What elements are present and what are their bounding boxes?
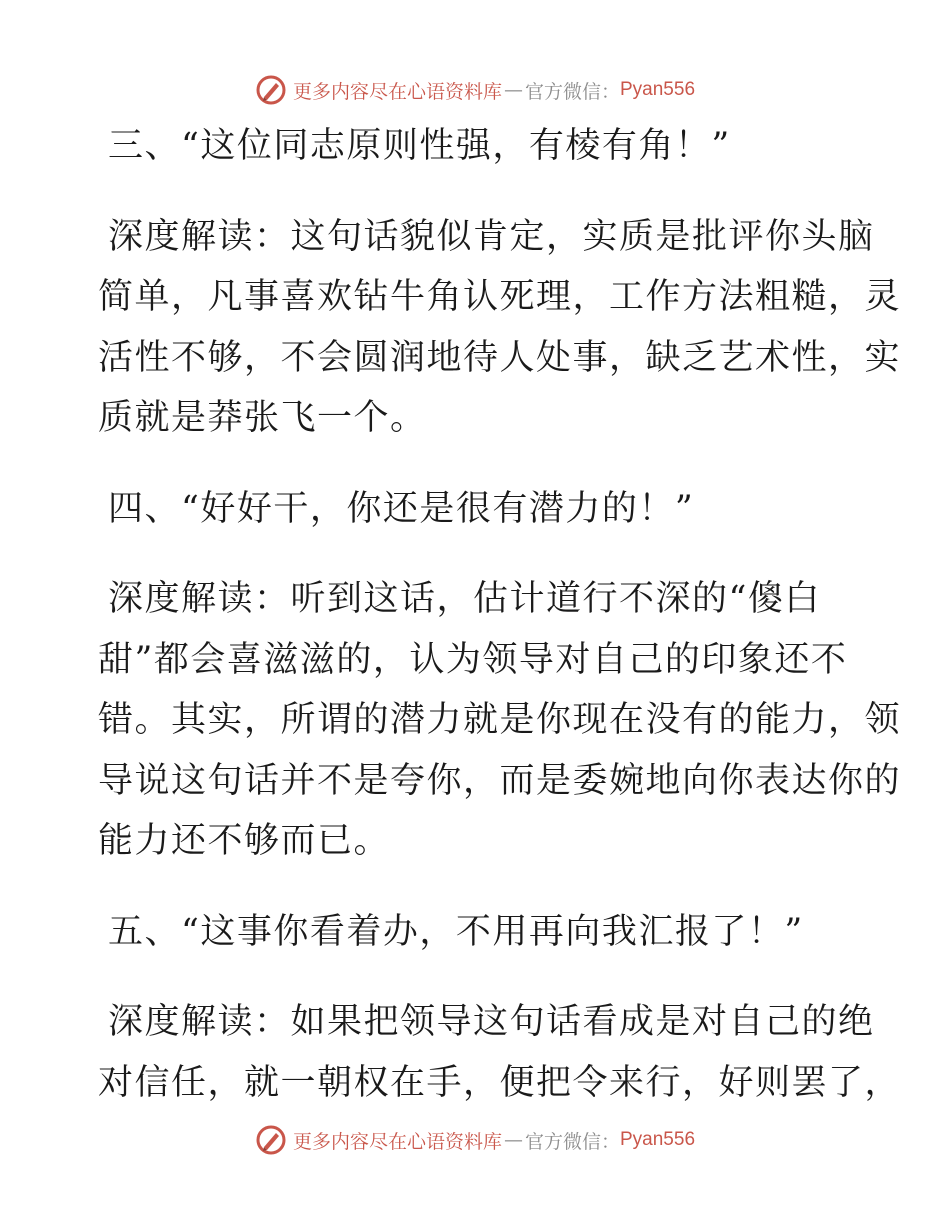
header-watermark xyxy=(0,70,950,110)
paragraph-line: 质就是莽张飞一个。 xyxy=(98,398,427,438)
document-body xyxy=(98,116,902,1113)
paragraph-line: 对信任，就一朝权在手，便把令来行，好则罢了， xyxy=(98,1062,902,1103)
watermark-label: 官方微信： xyxy=(524,1130,620,1153)
watermark-site-text: 更多内容尽在心语资料库 xyxy=(292,80,502,103)
watermark-label: 官方微信： xyxy=(524,80,620,103)
watermark-separator: — xyxy=(503,1129,523,1151)
section-heading: 五、“这事你看着办，不用再向我汇报了！” xyxy=(108,911,804,952)
paragraph-line: 甜”都会喜滋滋的，认为领导对自己的印象还不 xyxy=(98,639,848,680)
pen-seal-icon xyxy=(255,74,287,106)
watermark-wechat-id: Pyan556 xyxy=(620,1129,696,1150)
pen-seal-icon xyxy=(255,1124,287,1156)
watermark-separator: — xyxy=(503,79,523,101)
footer-watermark xyxy=(0,1120,950,1160)
paragraph-line: 深度解读：听到这话，估计道行不深的“傻白 xyxy=(108,579,821,619)
paragraph-line: 导说这句话并不是夸你，而是委婉地向你表达你的 xyxy=(98,760,902,801)
paragraph-line: 错。其实，所谓的潜力就是你现在没有的能力，领 xyxy=(98,700,902,740)
paragraph-line: 简单，凡事喜欢钻牛角认死理，工作方法粗糙，灵 xyxy=(98,277,902,317)
section-heading: 三、“这位同志原则性强，有棱有角！” xyxy=(108,126,731,166)
paragraph-line: 能力还不够而已。 xyxy=(98,821,391,861)
section-heading: 四、“好好干，你还是很有潜力的！” xyxy=(108,488,695,529)
watermark-wechat-id: Pyan556 xyxy=(620,79,696,100)
paragraph-line: 深度解读：这句话貌似肯定，实质是批评你头脑 xyxy=(108,216,875,257)
paragraph-line: 深度解读：如果把领导这句话看成是对自己的绝 xyxy=(108,1002,875,1042)
paragraph-line: 活性不够，不会圆润地待人处事，缺乏艺术性，实 xyxy=(98,337,902,378)
watermark-site-text: 更多内容尽在心语资料库 xyxy=(292,1130,502,1153)
